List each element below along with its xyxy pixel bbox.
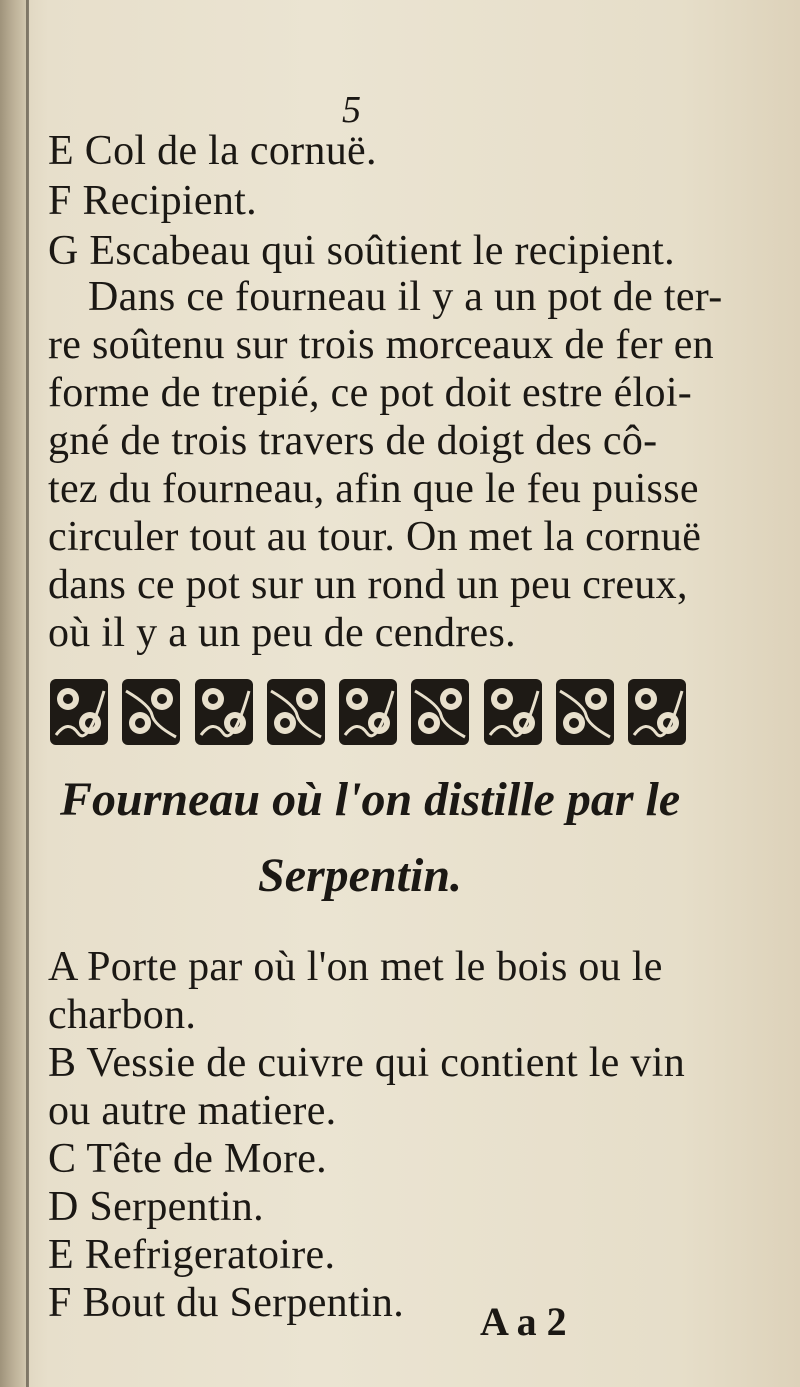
legend-line-f: F Bout du Serpentin. bbox=[48, 1280, 405, 1326]
legend-line-b: B Vessie de cuivre qui contient le vin bbox=[48, 1040, 685, 1086]
page-number: 5 bbox=[342, 89, 361, 131]
legend-line-f: F Recipient. bbox=[48, 178, 257, 224]
flourish-icon bbox=[626, 675, 688, 749]
section-title: Fourneau où l'on distille par le bbox=[60, 773, 681, 826]
legend-line-c: C Tête de More. bbox=[48, 1136, 327, 1182]
legend-line-a: A Porte par où l'on met le bois ou le bbox=[48, 944, 663, 990]
binding-gutter bbox=[0, 0, 28, 1387]
legend-line-d: D Serpentin. bbox=[48, 1184, 264, 1230]
paragraph-line: circuler tout au tour. On met la cornuë bbox=[48, 514, 702, 560]
legend-line-a-continued: charbon. bbox=[48, 992, 197, 1038]
legend-line-e: E Col de la cornuë. bbox=[48, 128, 377, 174]
section-title-continued: Serpentin. bbox=[258, 849, 463, 902]
legend-line-b-continued: ou autre matiere. bbox=[48, 1088, 337, 1134]
legend-line-e: E Refrigeratoire. bbox=[48, 1232, 336, 1278]
flourish-icon bbox=[265, 675, 327, 749]
legend-line-g: G Escabeau qui soûtient le recipient. bbox=[48, 228, 675, 274]
paragraph-line: dans ce pot sur un rond un peu creux, bbox=[48, 562, 688, 608]
flourish-icon bbox=[554, 675, 616, 749]
flourish-icon bbox=[48, 675, 110, 749]
paragraph-line: où il y a un peu de cendres. bbox=[48, 610, 516, 656]
binding-edge bbox=[26, 0, 29, 1387]
flourish-icon bbox=[482, 675, 544, 749]
flourish-icon bbox=[120, 675, 182, 749]
paragraph-line: re soûtenu sur trois morceaux de fer en bbox=[48, 322, 714, 368]
flourish-icon bbox=[193, 675, 255, 749]
signature-mark: A a 2 bbox=[480, 1299, 567, 1344]
flourish-icon bbox=[337, 675, 399, 749]
paragraph-line: gné de trois travers de doigt des cô- bbox=[48, 418, 658, 464]
paragraph-line: tez du fourneau, afin que le feu puisse bbox=[48, 466, 699, 512]
ornament-band-icon bbox=[48, 672, 688, 752]
flourish-icon bbox=[409, 675, 471, 749]
paragraph-line: forme de trepié, ce pot doit estre éloi- bbox=[48, 370, 693, 416]
paragraph-line: Dans ce fourneau il y a un pot de ter- bbox=[88, 274, 723, 320]
